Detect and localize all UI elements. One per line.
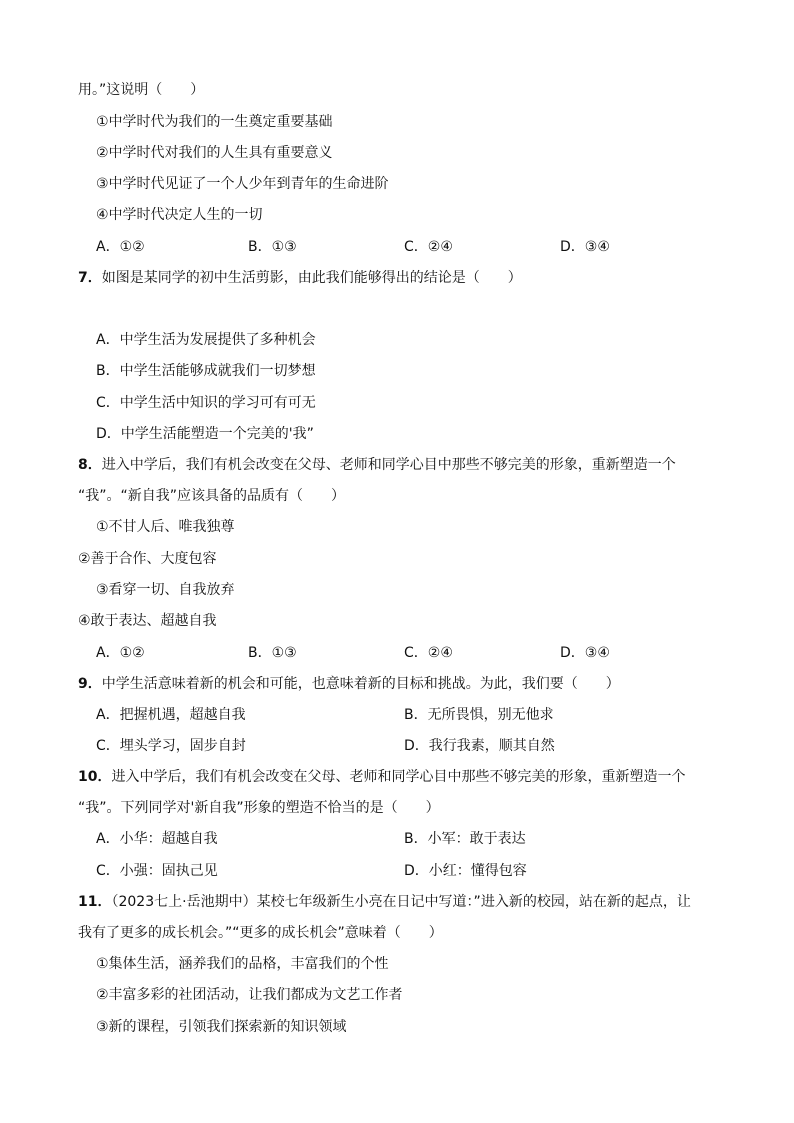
q7-option-a[interactable]: A．中学生活为发展提供了多种机会 (96, 332, 316, 348)
q10-stem-line2: “我”。下列同学对'新自我”形象的塑造不恰当的是（ ） (78, 800, 440, 816)
q6-statement-1: ①中学时代为我们的一生奠定重要基础 (96, 114, 333, 130)
q10-option-d[interactable]: D．小红：懂得包容 (404, 863, 527, 879)
q8-statement-3: ③看穿一切、自我放弃 (96, 582, 235, 598)
q7-option-d[interactable]: D．中学生活能塑造一个完美的'我” (96, 426, 314, 442)
q6-stem-tail: 用。”这说明（ ） (78, 82, 205, 98)
q11-stem-line2: 我有了更多的成长机会。”“更多的成长机会”意味着（ ） (78, 925, 443, 941)
q11-question-line1 (78, 892, 691, 912)
q10-option-b[interactable]: B．小军：敢于表达 (404, 831, 526, 847)
q8-stem-line1: 进入中学后，我们有机会改变在父母、老师和同学心目中那些不够完美的形象，重新塑造一个 (101, 457, 676, 473)
q10-option-c[interactable]: C．小强：固执己见 (96, 863, 218, 879)
q6-statement-2: ②中学时代对我们的人生具有重要意义 (96, 145, 333, 161)
q9-option-b[interactable]: B．无所畏惧，别无他求 (404, 707, 554, 723)
q7-number: 7． (78, 270, 102, 286)
q8-option-d[interactable]: D．③④ (560, 645, 610, 661)
q11-statement-3: ③新的课程，引领我们探索新的知识领域 (96, 1019, 347, 1035)
q8-option-c[interactable]: C．②④ (404, 645, 453, 661)
q8-option-b[interactable]: B．①③ (248, 645, 297, 661)
q9-option-a[interactable]: A．把握机遇，超越自我 (96, 707, 246, 723)
q8-stem-line2: “我”。“新自我”应该具备的品质有（ ） (78, 488, 346, 504)
q8-statement-2: ②善于合作、大度包容 (78, 551, 217, 567)
q8-statement-4: ④敢于表达、超越自我 (78, 613, 217, 629)
q11-statement-1: ①集体生活，涵养我们的品格，丰富我们的个性 (96, 956, 389, 972)
q6-statement-3: ③中学时代见证了一个人少年到青年的生命进阶 (96, 176, 389, 192)
q10-option-a[interactable]: A．小华：超越自我 (96, 831, 218, 847)
q7-option-c[interactable]: C．中学生活中知识的学习可有可无 (96, 395, 316, 411)
q8-question-line1 (78, 455, 676, 475)
q7-option-b[interactable]: B．中学生活能够成就我们一切梦想 (96, 363, 316, 379)
q10-stem-line1: 进入中学后，我们有机会改变在父母、老师和同学心目中那些不够完美的形象，重新塑造一个 (111, 769, 686, 785)
q7-question (78, 268, 522, 288)
q6-statement-4: ④中学时代决定人生的一切 (96, 207, 263, 223)
q6-option-c[interactable]: C．②④ (404, 239, 453, 255)
q8-statement-1: ①不甘人后、唯我独尊 (96, 519, 235, 535)
q11-stem-line1: （2023七上·岳池期中）某校七年级新生小亮在日记中写道：”进入新的校园，站在新的起点，让 (111, 894, 691, 910)
q8-number: 8． (78, 457, 102, 473)
q9-question (78, 674, 620, 694)
q6-option-a[interactable]: A．①② (96, 239, 145, 255)
q11-number: 11． (78, 894, 112, 910)
q7-stem: 如图是某同学的初中生活剪影，由此我们能够得出的结论是（ ） (101, 270, 522, 286)
q6-option-b[interactable]: B．①③ (248, 239, 297, 255)
q9-number: 9． (78, 676, 102, 692)
q11-statement-2: ②丰富多彩的社团活动，让我们都成为文艺工作者 (96, 987, 403, 1003)
q10-question-line1 (78, 767, 685, 787)
q9-stem: 中学生活意味着新的机会和可能，也意味着新的目标和挑战。为此，我们要（ ） (101, 676, 620, 692)
q8-option-a[interactable]: A．①② (96, 645, 145, 661)
q9-option-d[interactable]: D．我行我素，顺其自然 (404, 738, 555, 754)
q6-option-d[interactable]: D．③④ (560, 239, 610, 255)
q9-option-c[interactable]: C．埋头学习，固步自封 (96, 738, 246, 754)
q10-number: 10． (78, 769, 112, 785)
